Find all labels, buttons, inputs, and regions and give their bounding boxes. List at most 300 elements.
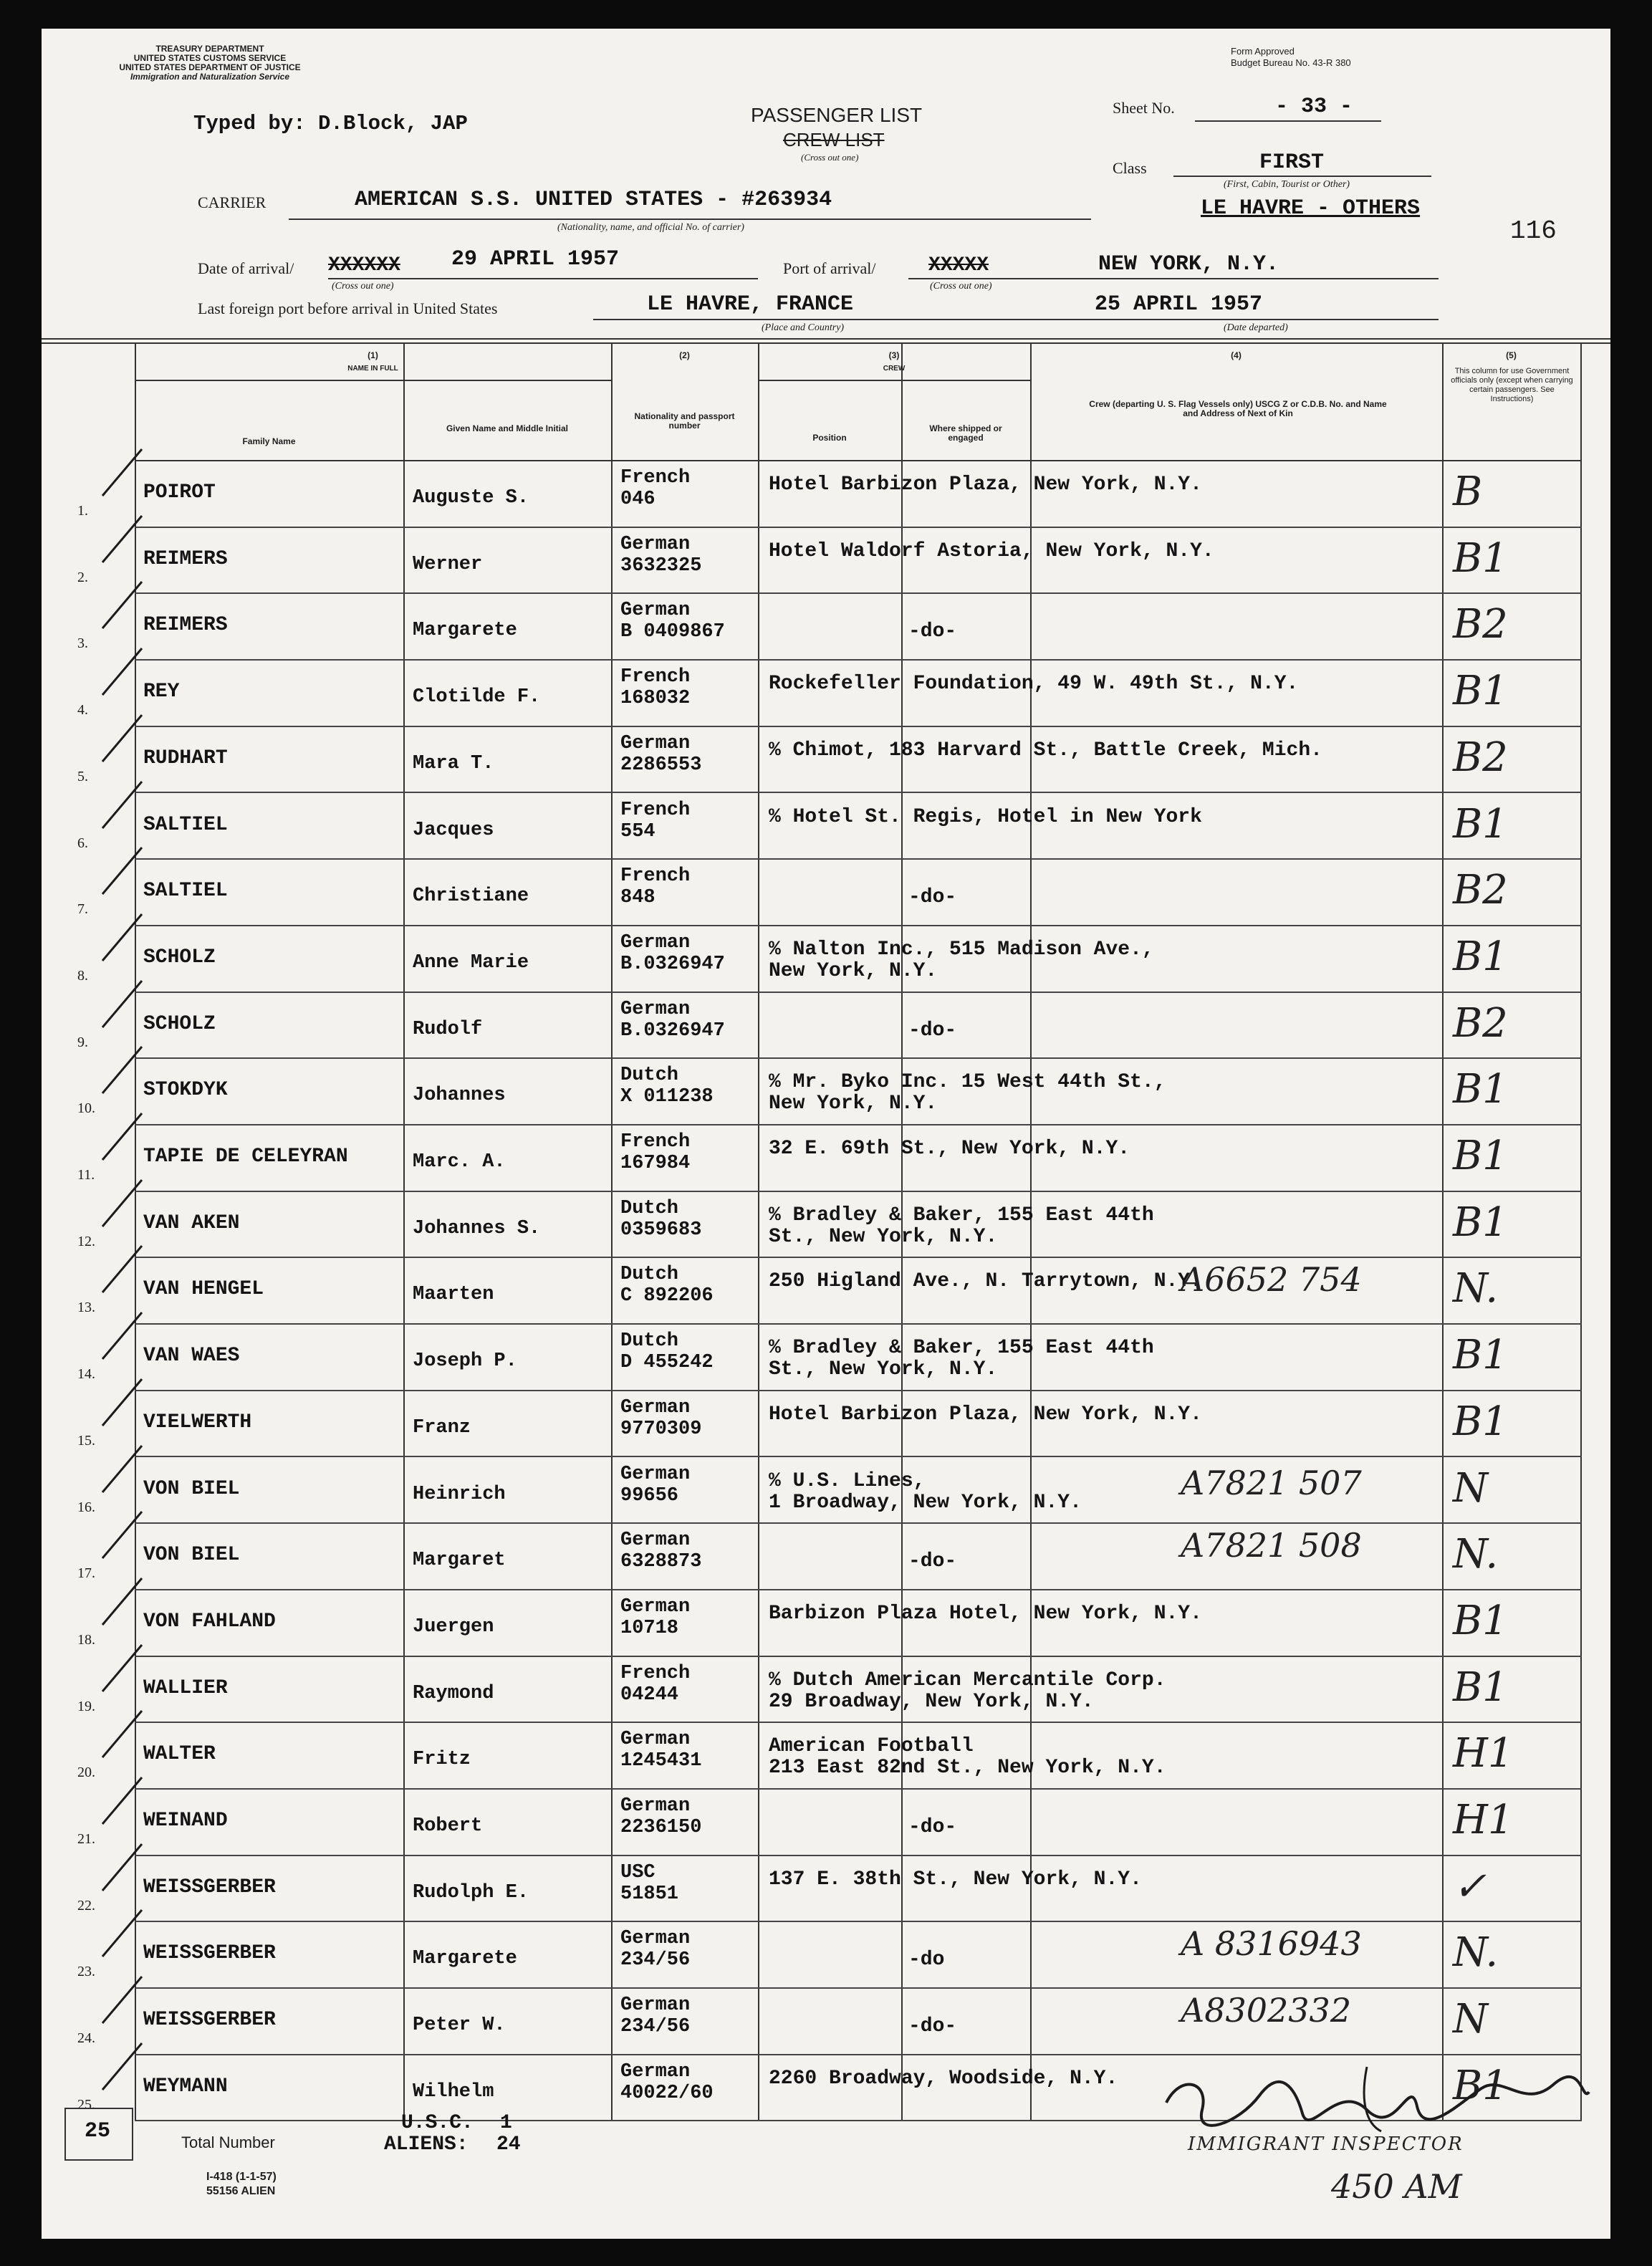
inspector-signature bbox=[1152, 2060, 1596, 2146]
check-tick-mark bbox=[95, 1840, 145, 1898]
class-note: (First, Cabin, Tourist or Other) bbox=[1224, 179, 1350, 190]
nationality: German bbox=[620, 1463, 691, 1485]
address-line-1: -do- bbox=[908, 886, 957, 909]
check-tick-mark bbox=[95, 1575, 145, 1632]
family-name: SCHOLZ bbox=[143, 946, 216, 969]
nationality: German bbox=[620, 1795, 691, 1817]
family-name: VON BIEL bbox=[143, 1477, 240, 1500]
nationality: German bbox=[620, 1530, 691, 1552]
nationality-passport bbox=[620, 932, 725, 975]
nationality: French bbox=[620, 666, 691, 688]
table-row bbox=[77, 1522, 1582, 1590]
nationality-passport bbox=[620, 1464, 690, 1507]
address bbox=[769, 673, 1298, 695]
address bbox=[769, 474, 1202, 496]
usc-label: U.S.C. bbox=[401, 2112, 474, 2134]
alien-registration-number: A6652 754 bbox=[1181, 1260, 1362, 1300]
address bbox=[769, 1271, 1202, 1292]
nationality-passport bbox=[620, 1795, 701, 1838]
check-tick-mark bbox=[95, 778, 145, 835]
nationality: German bbox=[620, 1595, 691, 1618]
nationality-passport bbox=[620, 1131, 690, 1174]
address bbox=[908, 2016, 956, 2037]
address-line-1: Hotel Barbizon Plaza, New York, N.Y. bbox=[769, 1403, 1202, 1426]
given-name: Franz bbox=[413, 1416, 471, 1439]
nationality-passport bbox=[620, 1397, 701, 1440]
row-number: 1. bbox=[77, 503, 88, 519]
nationality-passport bbox=[620, 467, 690, 510]
row-number: 14. bbox=[77, 1366, 95, 1383]
row-number: 24. bbox=[77, 2030, 95, 2047]
nationality: Dutch bbox=[620, 1065, 679, 1087]
family-name: TAPIE DE CELEYRAN bbox=[143, 1146, 348, 1168]
family-name: REIMERS bbox=[143, 614, 228, 637]
nationality: German bbox=[620, 2060, 691, 2083]
visa-class-mark: N. bbox=[1453, 1929, 1499, 1977]
family-name: RUDHART bbox=[143, 746, 228, 769]
check-tick-mark bbox=[95, 1043, 145, 1100]
nationality: Dutch bbox=[620, 1330, 679, 1353]
row-number: 16. bbox=[77, 1499, 95, 1515]
nationality: German bbox=[620, 1396, 691, 1418]
check-tick-mark bbox=[95, 645, 145, 702]
row-number: 15. bbox=[77, 1432, 95, 1449]
col5-number: (5) bbox=[1506, 350, 1517, 360]
port-label: Port of arrival/ bbox=[783, 259, 876, 277]
class-label: Class bbox=[1113, 159, 1147, 177]
passport-number: D 455242 bbox=[620, 1352, 714, 1374]
given-name: Marc. A. bbox=[413, 1151, 506, 1173]
visa-class-mark: B1 bbox=[1453, 534, 1508, 582]
passport-number: 6328873 bbox=[620, 1551, 702, 1573]
typed-by: Typed by: D.Block, JAP bbox=[193, 112, 468, 135]
address bbox=[908, 1551, 956, 1573]
given-name: Jacques bbox=[413, 819, 494, 841]
nationality: German bbox=[620, 1729, 691, 1751]
check-tick-mark bbox=[95, 1176, 145, 1234]
address bbox=[908, 1949, 944, 1971]
given-name: Margarete bbox=[413, 1948, 517, 1970]
passenger-table bbox=[77, 344, 1582, 2121]
row-number: 5. bbox=[77, 768, 88, 784]
check-tick-mark bbox=[95, 1707, 145, 1765]
table-row bbox=[77, 659, 1582, 727]
address-line-2: St., New York, N.Y. bbox=[769, 1225, 998, 1248]
agency-line: TREASURY DEPARTMENT bbox=[155, 44, 264, 54]
table-row bbox=[77, 527, 1582, 595]
address bbox=[769, 807, 1202, 828]
given-name: Robert bbox=[413, 1815, 483, 1837]
address bbox=[769, 939, 1154, 982]
visa-class-mark: B1 bbox=[1453, 1398, 1508, 1445]
alien-registration-number: A 8316943 bbox=[1181, 1924, 1362, 1964]
family-name: VON BIEL bbox=[143, 1544, 240, 1567]
visa-class-mark: B1 bbox=[1453, 933, 1508, 980]
check-tick-mark bbox=[95, 1242, 145, 1300]
check-tick-mark bbox=[95, 1309, 145, 1366]
address-line-1: Hotel Barbizon Plaza, New York, N.Y. bbox=[769, 474, 1202, 496]
given-name: Rudolph E. bbox=[413, 1881, 529, 1903]
title-crew-list: CREW LIST bbox=[783, 129, 885, 150]
address-line-1: Barbizon Plaza Hotel, New York, N.Y. bbox=[769, 1602, 1202, 1625]
aliens-label: ALIENS: bbox=[384, 2133, 469, 2156]
col5-title: This column for use Government officials only (except when carrying certain passengers. See Instructions) bbox=[1451, 367, 1573, 403]
table-row bbox=[77, 792, 1582, 860]
check-tick-mark bbox=[95, 1641, 145, 1699]
row-number: 2. bbox=[77, 569, 88, 585]
table-row bbox=[77, 1124, 1582, 1192]
address-line-2: New York, N.Y. bbox=[769, 959, 938, 982]
total-box bbox=[64, 2108, 133, 2161]
given-name: Fritz bbox=[413, 1749, 471, 1771]
passport-number: 40022/60 bbox=[620, 2082, 714, 2104]
sheet-label: Sheet No. bbox=[1113, 99, 1175, 117]
table-row bbox=[77, 1921, 1582, 1989]
passport-number: 234/56 bbox=[620, 2016, 691, 2038]
nationality-passport bbox=[620, 1596, 690, 1639]
row-number: 18. bbox=[77, 1631, 95, 1648]
form-sub: 55156 ALIEN bbox=[206, 2185, 276, 2197]
nationality: German bbox=[620, 732, 691, 754]
passport-number: 51851 bbox=[620, 1883, 679, 1905]
visa-class-mark: N bbox=[1453, 1996, 1488, 2043]
check-tick-mark bbox=[95, 1973, 145, 2030]
check-tick-mark bbox=[95, 1508, 145, 1565]
row-number: 7. bbox=[77, 901, 88, 918]
total-label: Total Number bbox=[181, 2133, 275, 2151]
passport-number: 9770309 bbox=[620, 1418, 702, 1440]
nationality-passport bbox=[620, 666, 690, 709]
given-name: Auguste S. bbox=[413, 487, 529, 509]
carrier-value: AMERICAN S.S. UNITED STATES - #263934 bbox=[355, 188, 832, 212]
check-tick-mark bbox=[95, 1442, 145, 1499]
last-port-label: Last foreign port before arrival in United States bbox=[198, 299, 498, 317]
check-tick-mark bbox=[95, 1376, 145, 1433]
given-name: Rudolf bbox=[413, 1018, 483, 1040]
arrival-label: Date of arrival/ bbox=[198, 259, 294, 277]
last-port-note: (Place and Country) bbox=[762, 322, 845, 333]
address-line-1: % Chimot, 183 Harvard St., Battle Creek, Mich. bbox=[769, 739, 1322, 762]
family-name: REIMERS bbox=[143, 547, 228, 570]
nationality-passport bbox=[620, 800, 690, 842]
address bbox=[769, 1471, 1082, 1514]
passport-number: 04244 bbox=[620, 1684, 679, 1706]
visa-class-mark: B1 bbox=[1453, 1664, 1508, 1711]
family-name: WEISSGERBER bbox=[143, 1942, 276, 1965]
table-row bbox=[77, 1191, 1582, 1259]
table-row bbox=[77, 925, 1582, 993]
row-number: 20. bbox=[77, 1765, 95, 1781]
table-row bbox=[77, 1987, 1582, 2055]
table-row bbox=[77, 1656, 1582, 1724]
passport-number: 3632325 bbox=[620, 555, 702, 577]
nationality: French bbox=[620, 799, 691, 821]
address bbox=[769, 1205, 1154, 1248]
visa-class-mark: ✓ bbox=[1453, 1863, 1487, 1910]
family-name: WALLIER bbox=[143, 1676, 228, 1699]
family-name: STOKDYK bbox=[143, 1079, 228, 1102]
total-box-value: 25 bbox=[85, 2119, 111, 2143]
nationality-passport bbox=[620, 1928, 690, 1971]
address bbox=[769, 1736, 1166, 1779]
nationality-passport bbox=[620, 865, 690, 908]
given-name: Mara T. bbox=[413, 752, 494, 774]
departed-value: 25 APRIL 1957 bbox=[1095, 292, 1263, 317]
given-name: Heinrich bbox=[413, 1483, 506, 1505]
check-tick-mark bbox=[95, 977, 145, 1034]
address bbox=[908, 887, 956, 908]
arrival-struck: XXXXXX bbox=[328, 254, 400, 277]
passport-number: 848 bbox=[620, 887, 655, 909]
row-number: 23. bbox=[77, 1964, 95, 1980]
table-row bbox=[77, 858, 1582, 926]
given-name: Wilhelm bbox=[413, 2080, 494, 2103]
given-name: Clotilde F. bbox=[413, 686, 541, 709]
row-number: 8. bbox=[77, 967, 88, 984]
check-tick-mark bbox=[95, 1774, 145, 1831]
col3-title: CREW bbox=[883, 365, 906, 373]
sheet-value: - 33 - bbox=[1275, 95, 1353, 119]
col1-title: NAME IN FULL bbox=[347, 365, 398, 373]
nationality-passport bbox=[620, 1530, 701, 1573]
agency-line: UNITED STATES CUSTOMS SERVICE bbox=[133, 53, 287, 63]
passport-number: 554 bbox=[620, 820, 655, 842]
passport-number: 234/56 bbox=[620, 1949, 691, 1972]
address-line-2: New York, N.Y. bbox=[769, 1093, 938, 1115]
visa-class-mark: B1 bbox=[1453, 1332, 1508, 1379]
given-name: Juergen bbox=[413, 1616, 494, 1638]
departed-note: (Date departed) bbox=[1224, 322, 1288, 333]
nationality: USC bbox=[620, 1861, 655, 1883]
family-name: VIELWERTH bbox=[143, 1411, 252, 1434]
nationality-passport bbox=[620, 2061, 714, 2104]
agency-line: UNITED STATES DEPARTMENT OF JUSTICE bbox=[119, 62, 301, 72]
col3b-title: Where shipped or engaged bbox=[929, 423, 1002, 443]
visa-class-mark: B1 bbox=[1453, 1597, 1508, 1644]
row-number: 4. bbox=[77, 702, 88, 719]
table-row bbox=[77, 592, 1582, 661]
row-number: 9. bbox=[77, 1034, 88, 1050]
address bbox=[908, 1817, 956, 1838]
given-name: Christiane bbox=[413, 885, 529, 908]
nationality-passport bbox=[620, 1065, 714, 1108]
check-tick-mark bbox=[95, 844, 145, 901]
address-line-2: 213 East 82nd St., New York, N.Y. bbox=[769, 1757, 1166, 1780]
table-row bbox=[77, 1589, 1582, 1657]
given-name: Joseph P. bbox=[413, 1350, 517, 1373]
passport-number: 2236150 bbox=[620, 1817, 702, 1838]
nationality: German bbox=[620, 998, 691, 1020]
alien-registration-number: A8302332 bbox=[1181, 1991, 1352, 2030]
family-name: VAN AKEN bbox=[143, 1211, 240, 1234]
col3-number: (3) bbox=[888, 350, 900, 360]
passport-number: 99656 bbox=[620, 1484, 679, 1507]
address bbox=[908, 1020, 956, 1042]
nationality: German bbox=[620, 600, 691, 622]
address bbox=[769, 541, 1214, 562]
passport-number: 046 bbox=[620, 489, 655, 510]
agency-block bbox=[42, 44, 378, 82]
address-line-1: % Hotel St. Regis, Hotel in New York bbox=[769, 805, 1202, 828]
address bbox=[769, 740, 1322, 762]
check-tick-mark bbox=[95, 578, 145, 635]
arrival-value: 29 APRIL 1957 bbox=[451, 247, 620, 272]
address bbox=[769, 1338, 1154, 1381]
visa-class-mark: N. bbox=[1453, 1531, 1499, 1578]
address-line-1: 250 Higland Ave., N. Tarrytown, N.Y. bbox=[769, 1270, 1202, 1293]
address bbox=[769, 1138, 1130, 1160]
check-tick-mark bbox=[95, 446, 145, 503]
col1b-title: Given Name and Middle Initial bbox=[446, 423, 569, 433]
address bbox=[908, 621, 956, 643]
family-name: VON FAHLAND bbox=[143, 1610, 276, 1633]
address bbox=[769, 1869, 1142, 1891]
budget-bureau: Budget Bureau No. 43-R 380 bbox=[1231, 57, 1351, 68]
check-tick-mark bbox=[95, 512, 145, 570]
table-row bbox=[77, 1855, 1582, 1923]
class-value: FIRST bbox=[1259, 150, 1325, 175]
given-name: Margaret bbox=[413, 1550, 506, 1572]
row-number: 10. bbox=[77, 1100, 95, 1117]
check-tick-mark bbox=[95, 911, 145, 968]
address-line-1: American Football bbox=[769, 1735, 974, 1758]
passport-number: C 892206 bbox=[620, 1285, 714, 1307]
form-number: I-418 (1-1-57) bbox=[206, 2171, 277, 2183]
arrival-note: (Cross out one) bbox=[332, 281, 394, 292]
address-line-1: 137 E. 38th St., New York, N.Y. bbox=[769, 1868, 1142, 1891]
visa-class-mark: B2 bbox=[1453, 867, 1508, 914]
col2-number: (2) bbox=[679, 350, 690, 360]
table-row bbox=[77, 1057, 1582, 1125]
col3a-title: Position bbox=[812, 433, 847, 443]
address-line-1: Hotel Waldorf Astoria, New York, N.Y. bbox=[769, 539, 1214, 562]
table-row bbox=[77, 1788, 1582, 1856]
nationality-passport bbox=[620, 1330, 714, 1373]
address bbox=[769, 1670, 1166, 1713]
given-name: Margarete bbox=[413, 620, 517, 642]
address-line-1: -do- bbox=[908, 620, 957, 643]
title-cross-note: (Cross out one) bbox=[801, 152, 859, 163]
visa-class-mark: B2 bbox=[1453, 734, 1508, 781]
family-name: VAN WAES bbox=[143, 1345, 240, 1368]
nationality-passport bbox=[620, 999, 725, 1042]
col4-title: Crew (departing U. S. Flag Vessels only) USCG Z or C.D.B. No. and Name and Address of Next of Kin bbox=[1089, 399, 1387, 418]
address-line-1: % Mr. Byko Inc. 15 West 44th St., bbox=[769, 1071, 1166, 1094]
address-line-1: -do bbox=[908, 1949, 945, 1972]
col1a-title: Family Name bbox=[242, 436, 296, 446]
address-line-1: % U.S. Lines, bbox=[769, 1469, 926, 1492]
family-name: SALTIEL bbox=[143, 813, 228, 836]
title-passenger-list: PASSENGER LIST bbox=[751, 104, 923, 126]
carrier-note: (Nationality, name, and official No. of carrier) bbox=[557, 222, 744, 233]
family-name: REY bbox=[143, 681, 180, 704]
nationality-passport bbox=[620, 1264, 714, 1307]
passport-number: X 011238 bbox=[620, 1086, 714, 1108]
family-name: SCHOLZ bbox=[143, 1012, 216, 1035]
row-number: 12. bbox=[77, 1233, 95, 1249]
family-name: SALTIEL bbox=[143, 880, 228, 903]
visa-class-mark: B2 bbox=[1453, 601, 1508, 648]
nationality: French bbox=[620, 1131, 691, 1153]
aliens-value: 24 bbox=[496, 2133, 521, 2156]
passport-number: 10718 bbox=[620, 1617, 679, 1639]
visa-class-mark: H1 bbox=[1453, 1797, 1514, 1843]
given-name: Peter W. bbox=[413, 2015, 506, 2037]
check-tick-mark bbox=[95, 711, 145, 769]
family-name: WEINAND bbox=[143, 1810, 228, 1832]
family-name: WEISSGERBER bbox=[143, 1876, 276, 1898]
nationality: German bbox=[620, 931, 691, 954]
form-approved: Form Approved bbox=[1231, 46, 1295, 57]
last-port-value: LE HAVRE, FRANCE bbox=[647, 292, 854, 317]
visa-class-mark: B1 bbox=[1453, 1133, 1508, 1179]
address-line-1: -do- bbox=[908, 1550, 957, 1573]
visa-class-mark: B1 bbox=[1453, 800, 1508, 848]
visa-class-mark: B1 bbox=[1453, 668, 1508, 715]
address-line-1: -do- bbox=[908, 2015, 957, 2038]
route-value: LE HAVRE - OTHERS bbox=[1201, 196, 1421, 221]
passport-number: 2286553 bbox=[620, 754, 702, 776]
address bbox=[769, 1603, 1202, 1625]
inspector-title: IMMIGRANT INSPECTOR bbox=[1188, 2133, 1464, 2155]
family-name: POIROT bbox=[143, 481, 216, 504]
row-number: 25. bbox=[77, 2096, 95, 2113]
col1-number: (1) bbox=[368, 350, 378, 360]
row-number: 19. bbox=[77, 1698, 95, 1714]
nationality: Dutch bbox=[620, 1264, 679, 1286]
visa-class-mark: B1 bbox=[1453, 2062, 1508, 2109]
visa-class-mark: N. bbox=[1453, 1265, 1499, 1312]
usc-value: 1 bbox=[500, 2112, 512, 2134]
family-name: VAN HENGEL bbox=[143, 1278, 264, 1301]
row-number: 13. bbox=[77, 1300, 95, 1316]
row-number: 21. bbox=[77, 1831, 95, 1847]
nationality: French bbox=[620, 865, 691, 888]
address-line-1: % Nalton Inc., 515 Madison Ave., bbox=[769, 938, 1154, 961]
agency-line: Immigration and Naturalization Service bbox=[130, 72, 290, 82]
check-tick-mark bbox=[95, 1906, 145, 1964]
row-number: 11. bbox=[77, 1167, 95, 1183]
nationality-passport bbox=[620, 1663, 690, 1706]
check-tick-mark bbox=[95, 2040, 145, 2097]
row-number: 3. bbox=[77, 635, 88, 652]
address-line-1: -do- bbox=[908, 1816, 957, 1838]
address-line-2: 29 Broadway, New York, N.Y. bbox=[769, 1690, 1094, 1713]
address bbox=[769, 2068, 1118, 2090]
visa-class-mark: B1 bbox=[1453, 1066, 1508, 1113]
port-value: NEW YORK, N.Y. bbox=[1098, 252, 1279, 277]
nationality: German bbox=[620, 533, 691, 555]
given-name: Raymond bbox=[413, 1682, 494, 1704]
nationality-passport bbox=[620, 534, 701, 577]
given-name: Maarten bbox=[413, 1284, 494, 1306]
nationality-passport bbox=[620, 1198, 701, 1241]
passenger-list-sheet bbox=[42, 29, 1610, 2239]
address-line-1: % Bradley & Baker, 155 East 44th bbox=[769, 1337, 1154, 1360]
passport-number: 167984 bbox=[620, 1153, 691, 1174]
time-note: 450 AM bbox=[1331, 2167, 1462, 2206]
address-line-1: Rockefeller Foundation, 49 W. 49th St., N.Y. bbox=[769, 673, 1299, 696]
table-row bbox=[77, 1390, 1582, 1458]
nationality: Dutch bbox=[620, 1197, 679, 1219]
passport-number: B.0326947 bbox=[620, 1019, 725, 1042]
page-number: 116 bbox=[1510, 216, 1557, 246]
table-row bbox=[77, 1323, 1582, 1391]
visa-class-mark: B1 bbox=[1453, 1199, 1508, 1246]
nationality-passport bbox=[620, 1862, 678, 1905]
nationality-passport bbox=[620, 1729, 701, 1772]
family-name: WEISSGERBER bbox=[143, 2009, 276, 2032]
